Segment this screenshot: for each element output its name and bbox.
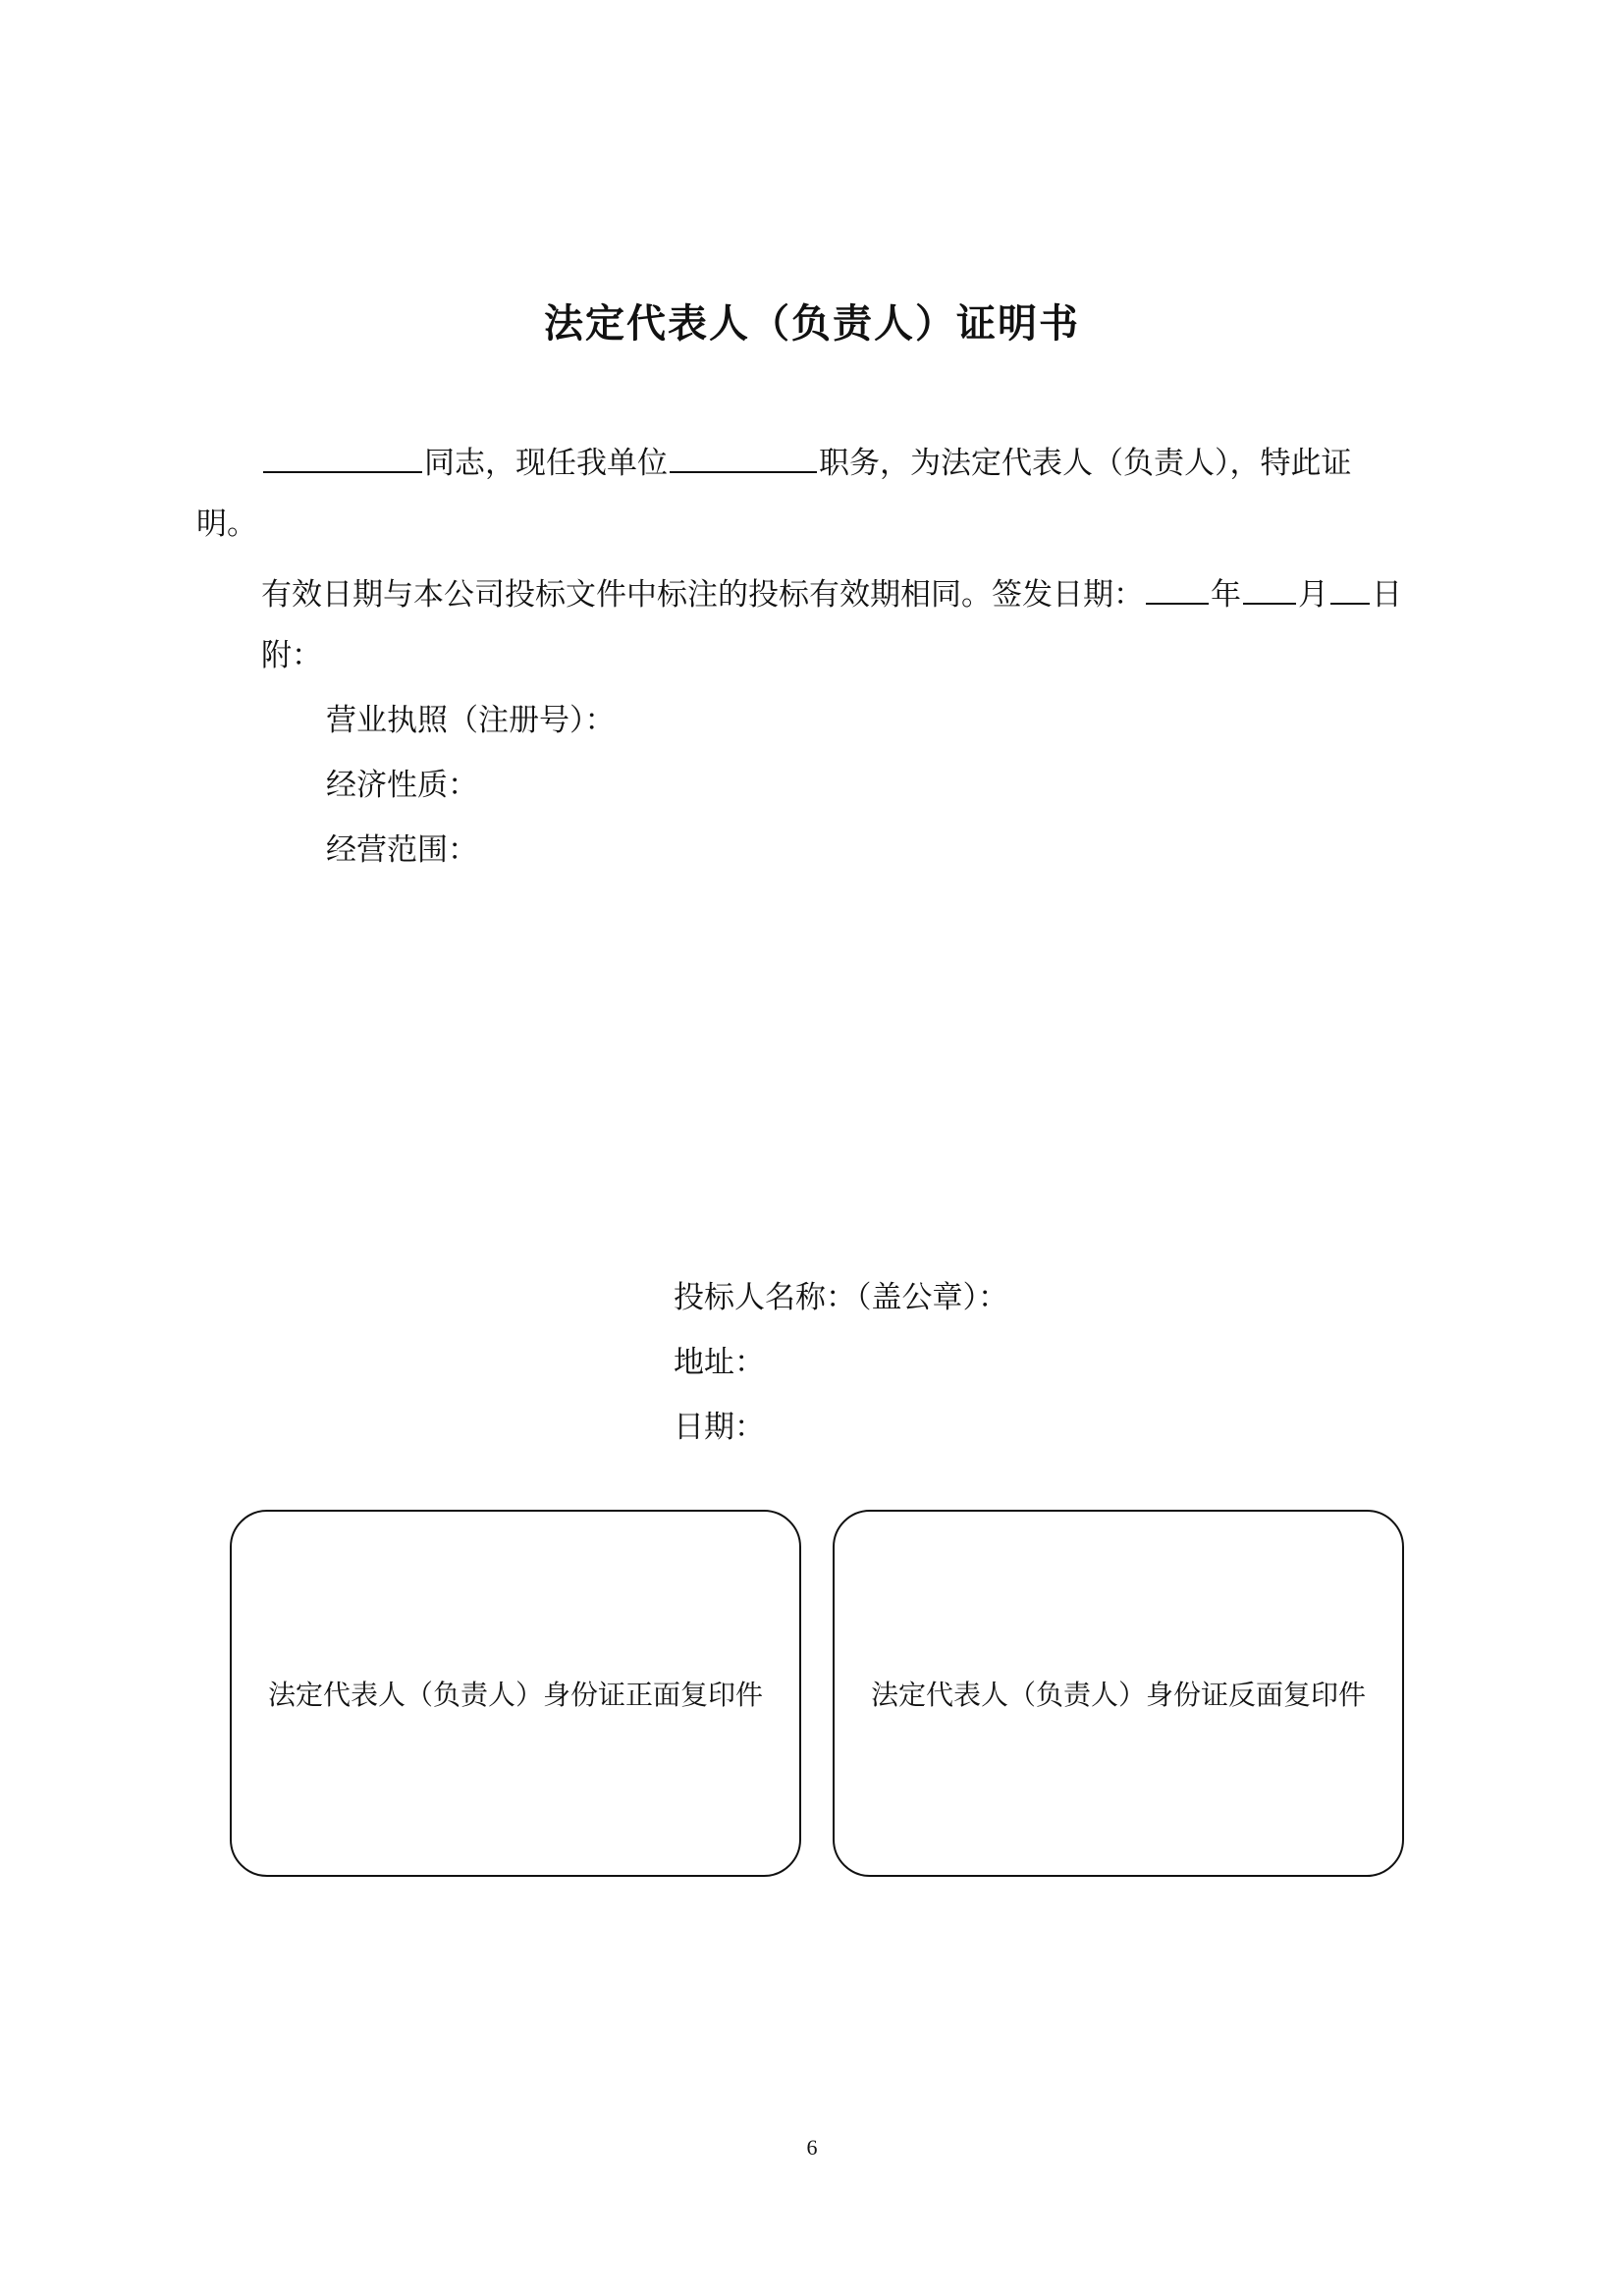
attachment-item-nature: 经济性质： xyxy=(326,768,478,803)
day-blank xyxy=(1330,569,1370,605)
attachment-item-license: 营业执照（注册号）： xyxy=(326,703,616,738)
document-title: 法定代表人（负责人）证明书 xyxy=(544,301,1080,347)
para2-text-a: 有效日期与本公司投标文件中标注的投标有效期相同。签发日期： xyxy=(261,577,1144,613)
month-label: 月 xyxy=(1298,577,1328,613)
month-blank xyxy=(1243,569,1296,605)
id-card-back-box xyxy=(833,1510,1404,1877)
paragraph-2 xyxy=(261,569,1402,616)
paragraph-1-line-1 xyxy=(261,438,1352,485)
year-blank xyxy=(1146,569,1209,605)
year-label: 年 xyxy=(1211,577,1241,613)
id-card-front-box xyxy=(230,1510,801,1877)
name-blank xyxy=(263,438,422,473)
position-blank xyxy=(670,438,817,473)
para1-text-a: 同志，现任我单位 xyxy=(424,446,668,481)
address-label: 地址： xyxy=(674,1345,765,1380)
id-card-back-label: 法定代表人（负责人）身份证反面复印件 xyxy=(870,1679,1366,1711)
attachment-label: 附： xyxy=(261,638,322,673)
paragraph-1-line-2: 明。 xyxy=(196,507,257,542)
day-label: 日 xyxy=(1372,577,1402,613)
date-label: 日期： xyxy=(674,1410,765,1445)
id-card-front-label: 法定代表人（负责人）身份证正面复印件 xyxy=(267,1679,763,1711)
bidder-name-label: 投标人名称：（盖公章）： xyxy=(674,1280,1008,1315)
attachment-item-scope: 经营范围： xyxy=(326,832,478,868)
page-number: 6 xyxy=(806,2135,818,2160)
para1-text-b: 职务，为法定代表人（负责人），特此证 xyxy=(819,446,1352,481)
